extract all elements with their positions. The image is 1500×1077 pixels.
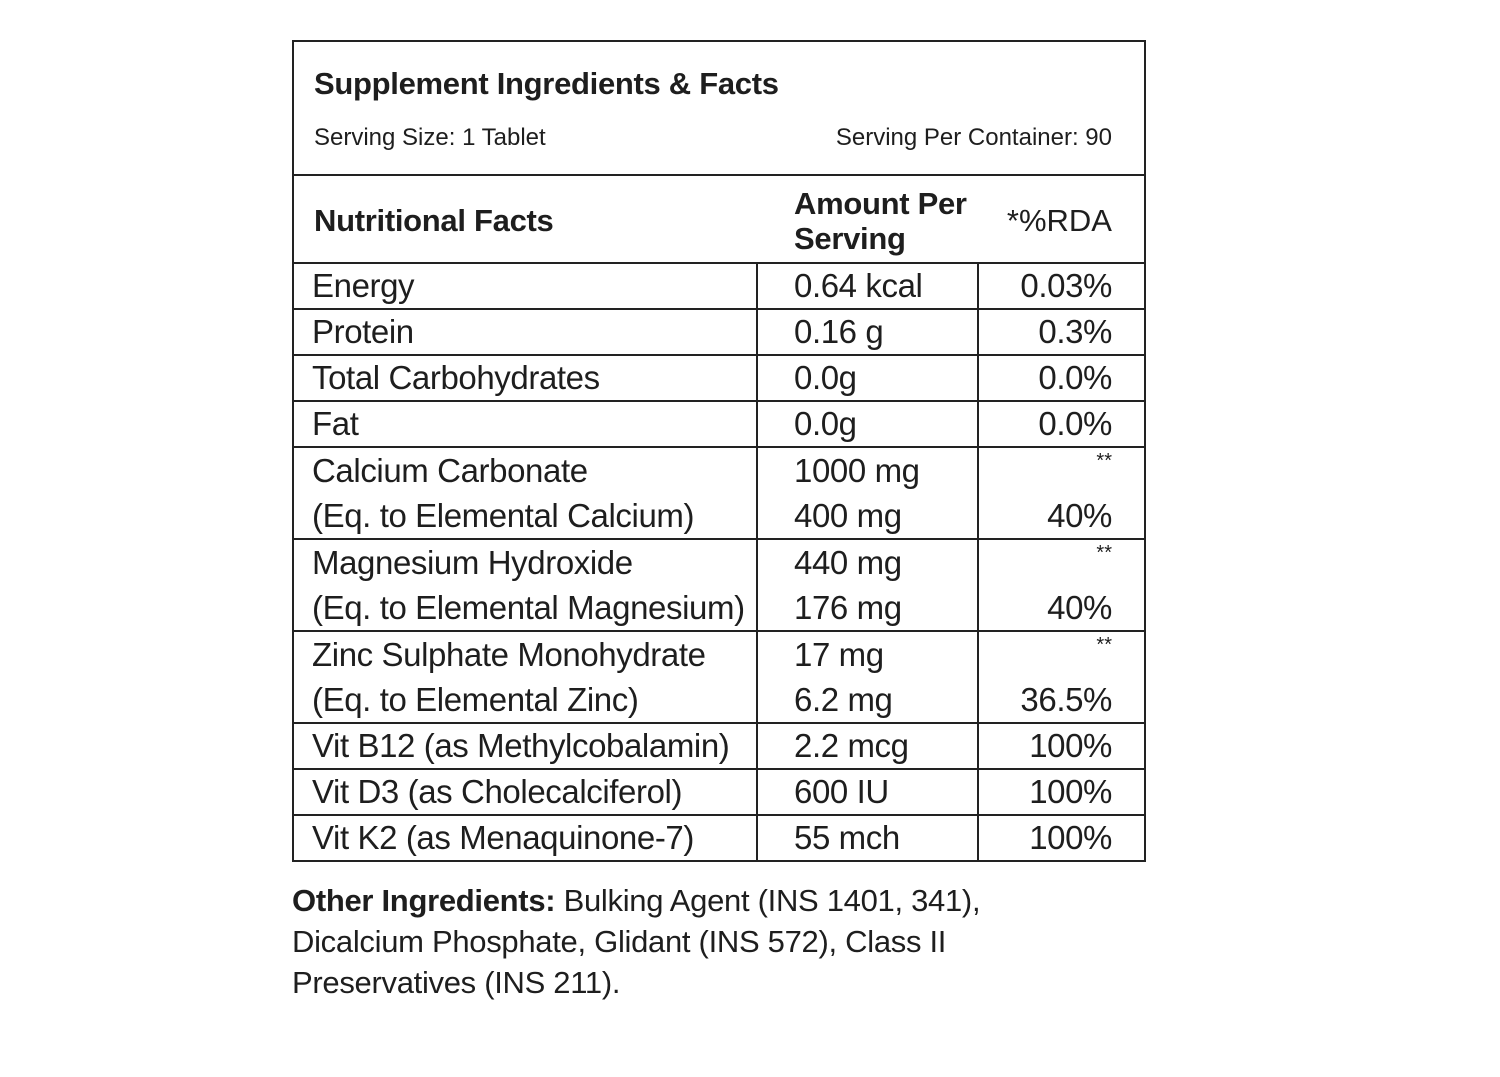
nutrient-sub-rda: 36.5%: [1020, 681, 1112, 718]
column-header-amount-line1: Amount Per: [794, 186, 967, 221]
nutrient-amount: 17 mg: [794, 636, 884, 673]
table-row: [294, 768, 1144, 814]
table-row: [294, 538, 1144, 630]
nutrient-amount: 55 mch: [794, 819, 900, 856]
table-row: [294, 722, 1144, 768]
nutrient-sub-rda: 40%: [1047, 497, 1112, 534]
nutrient-name: Energy: [312, 267, 415, 304]
nutrient-name: Vit D3 (as Cholecalciferol): [312, 773, 683, 810]
nutrient-name: Calcium Carbonate: [312, 452, 588, 489]
nutrient-name: Total Carbohydrates: [312, 359, 600, 396]
serving-size: Serving Size: 1 Tablet: [314, 124, 546, 151]
nutrient-name: Vit B12 (as Methylcobalamin): [312, 727, 730, 764]
nutrient-name: Zinc Sulphate Monohydrate: [312, 636, 706, 673]
nutrient-rda: 100%: [1029, 727, 1112, 764]
nutrient-sub-name: (Eq. to Elemental Calcium): [312, 497, 695, 534]
nutrient-rda: 100%: [1029, 773, 1112, 810]
nutrient-rda: 100%: [1029, 819, 1112, 856]
nutrient-name: Protein: [312, 313, 414, 350]
nutrient-name: Magnesium Hydroxide: [312, 544, 633, 581]
table-row: [294, 814, 1144, 860]
nutrient-sub-rda: 40%: [1047, 589, 1112, 626]
nutrient-rda: 0.3%: [1038, 313, 1112, 350]
facts-header: [294, 42, 1144, 176]
column-header-amount-line2: Serving: [794, 221, 906, 256]
facts-title: Supplement Ingredients & Facts: [314, 66, 779, 101]
nutrient-amount: 600 IU: [794, 773, 889, 810]
nutrient-table: [294, 264, 1144, 860]
nutrient-amount: 0.0g: [794, 359, 857, 396]
column-header-rda: *%RDA: [1006, 203, 1112, 238]
nutrient-amount: 0.64 kcal: [794, 267, 923, 304]
nutrient-name: Fat: [312, 405, 359, 442]
nutrient-rda: **: [1096, 450, 1112, 472]
column-header-amount: [794, 186, 967, 256]
table-row: [294, 308, 1144, 354]
table-row: [294, 264, 1144, 308]
nutrient-sub-name: (Eq. to Elemental Zinc): [312, 681, 639, 718]
table-row: [294, 400, 1144, 446]
nutrient-amount: 440 mg: [794, 544, 902, 581]
nutrient-amount: 0.16 g: [794, 313, 884, 350]
nutrient-name: Vit K2 (as Menaquinone-7): [312, 819, 694, 856]
servings-per-container: Serving Per Container: 90: [835, 124, 1112, 151]
nutrient-amount: 0.0g: [794, 405, 857, 442]
nutrient-sub-amount: 176 mg: [794, 589, 902, 626]
nutrient-sub-amount: 400 mg: [794, 497, 902, 534]
nutrient-amount: 1000 mg: [794, 452, 920, 489]
table-row: [294, 446, 1144, 538]
nutrient-rda: 0.0%: [1038, 359, 1112, 396]
nutrient-amount: 2.2 mcg: [794, 727, 909, 764]
nutrient-rda: **: [1096, 542, 1112, 564]
column-header-name: Nutritional Facts: [314, 203, 554, 238]
other-ingredients-text: Bulking Agent (INS 1401, 341), Dicalcium Phosphate, Glidant (INS 572), Class II Preservatives (INS 211).: [292, 883, 981, 1000]
other-ingredients: [292, 880, 1012, 1003]
column-header: [294, 176, 1144, 264]
nutrient-rda: **: [1096, 634, 1112, 656]
nutrient-sub-amount: 6.2 mg: [794, 681, 893, 718]
supplement-facts-panel: [292, 40, 1146, 862]
other-ingredients-label: Other Ingredients:: [292, 883, 556, 918]
table-row: [294, 354, 1144, 400]
nutrient-rda: 0.03%: [1020, 267, 1112, 304]
nutrient-rda: 0.0%: [1038, 405, 1112, 442]
table-row: [294, 630, 1144, 722]
nutrient-sub-name: (Eq. to Elemental Magnesium): [312, 589, 745, 626]
